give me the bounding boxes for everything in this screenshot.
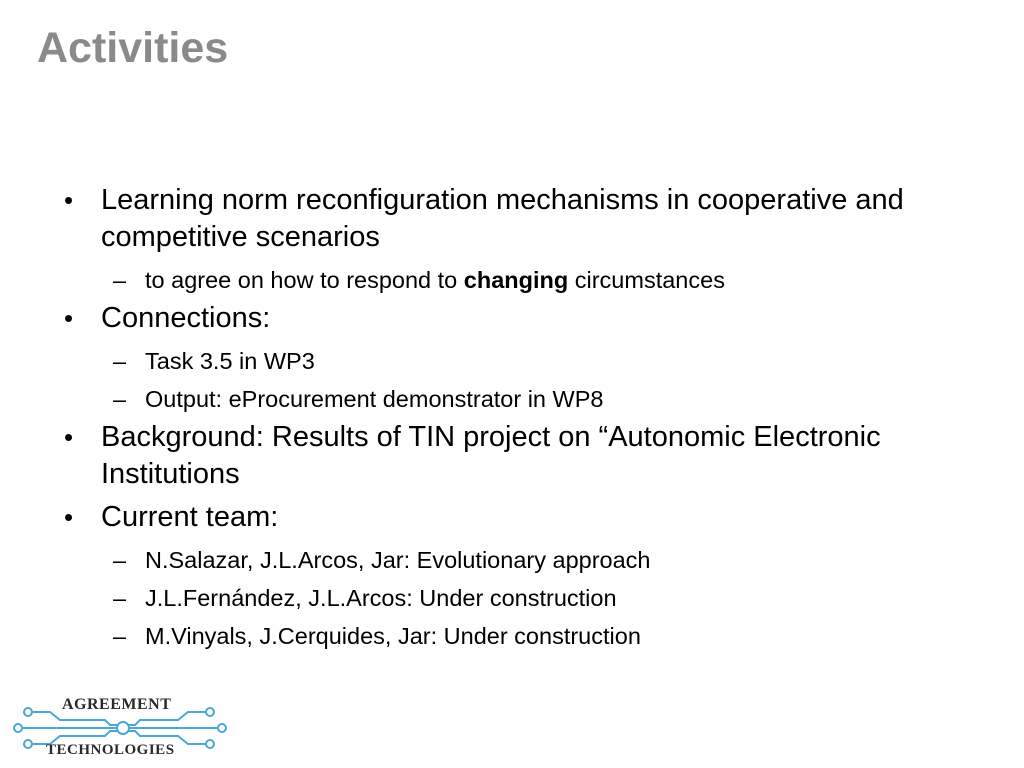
sub-bullet-text: Output: eProcurement demonstrator in WP8 [145,386,604,412]
sub-bullet-mark: – [113,348,127,374]
slide-content [60,182,920,650]
bullet-text: Current team: [101,501,279,533]
bullet-mark: • [64,422,74,452]
sub-bullet-item [60,546,920,574]
bullet-text: Learning norm reconfiguration mechanisms in cooperative and competitive scenarios [101,184,904,253]
bullet-item [60,419,920,493]
bullet-mark: • [64,303,74,333]
sub-bullet-item [60,385,920,413]
sub-bullet-text: Task 3.5 in WP3 [145,348,315,374]
bullet-item [60,182,920,256]
sub-bullet-mark: – [113,386,127,412]
sub-bullet-item [60,622,920,650]
sub-bullet-text-bold: changing [463,267,569,293]
logo-text-line1: AGREEMENT [62,696,172,713]
bullet-item [60,300,920,337]
bullet-text: Background: Results of TIN project on “Autonomic Electronic Institutions [101,421,881,490]
logo-text-line2: TECHNOLOGIES [46,742,175,758]
sub-bullet-item [60,347,920,375]
slide-title: Activities [37,24,229,72]
sub-bullet-item [60,584,920,612]
sub-bullet-mark: – [113,623,127,649]
sub-bullet-mark: – [113,547,127,573]
sub-bullet-text: J.L.Fernández, J.L.Arcos: Under construction [145,585,617,611]
agreement-technologies-logo [10,692,230,762]
bullet-item [60,499,920,536]
sub-bullet-text-after: circumstances [568,267,725,293]
sub-bullet-mark: – [113,585,127,611]
sub-bullet-text-before: to agree on how to respond to [145,267,464,293]
sub-bullet-text: M.Vinyals, J.Cerquides, Jar: Under construction [145,623,641,649]
bullet-mark: • [64,185,74,215]
sub-bullet-mark: – [113,267,127,293]
sub-bullet-text: N.Salazar, J.L.Arcos, Jar: Evolutionary approach [145,547,651,573]
bullet-text: Connections: [101,302,271,334]
bullet-mark: • [64,502,74,532]
sub-bullet-item [60,266,920,294]
